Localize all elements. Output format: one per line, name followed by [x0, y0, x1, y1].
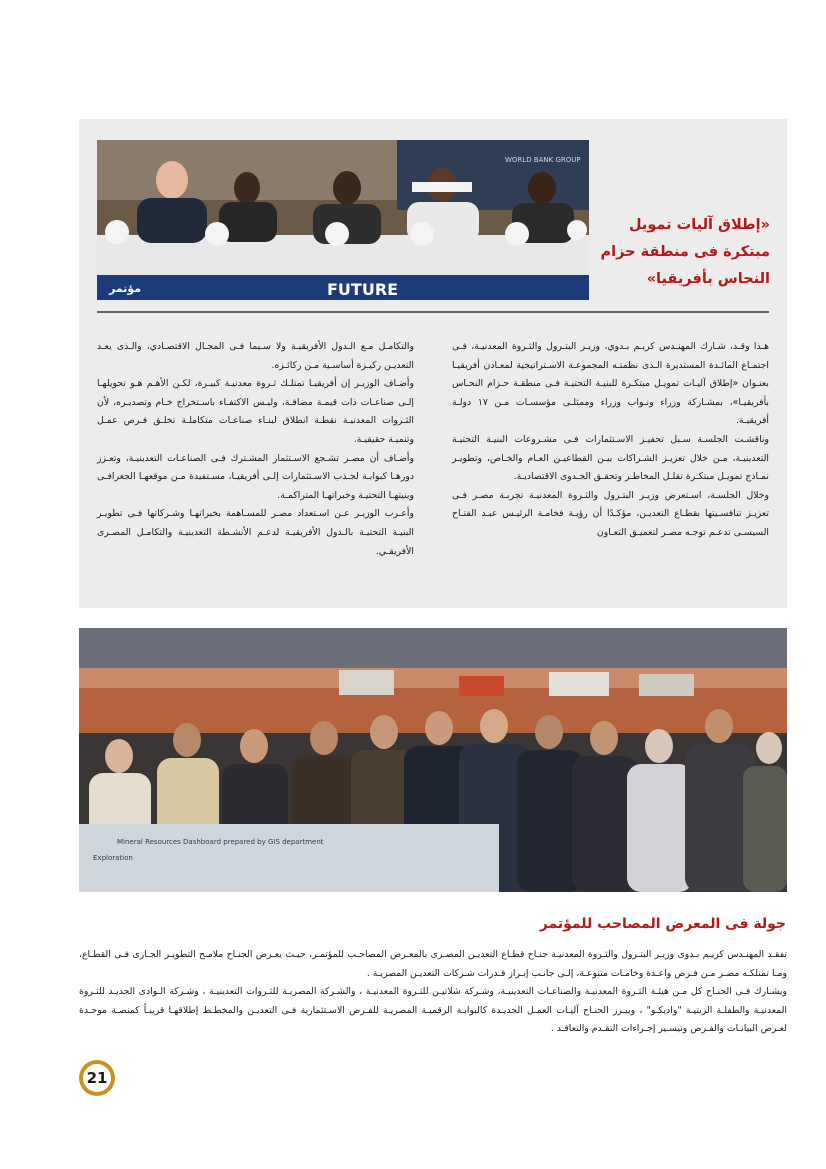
- future-banner: FUTURE: [327, 280, 399, 299]
- paragraph: والتكامـل مـع الـدول الأفريقيـة ولا سـيما فـى المجـال الاقتصـادي، والـذى يعـد التعديـن ركيـزة أساسـية مـن ركائـزه.: [97, 341, 414, 371]
- exhibition-screen-label: Exploration: [93, 854, 133, 862]
- paragraph: وأعـرب الوزيـر عـن اسـتعداد مصـر للمسـاهمة بخبراتهـا وشـركاتها فـى تطويـر البنيـة التحتيـة بالـدول الأفريقيـة لدعـم الأنشـطة التعدينيـة والتكامـل المصـرى الأفريقـي.: [97, 508, 414, 557]
- text-column-right: [452, 338, 769, 543]
- paragraph: تفقـد المهنـدس كريـم بـدوى وزيـر البتـرول والثـروة المعدنيـة جنـاح قطـاع التعديـن المصـرى بالمعـرض المصاحـب للمؤتمـر، حيـث يعـرض الجنـاح ملامـح التطويـر الجـارى فـى القطـاع، ومـا تمتلكـه مصـر مـن فـرص واعـدة وخامـات متنوعـة، إلـى جانـب إبـراز قـدرات شـركات التعديـن المصريـة .: [79, 949, 787, 979]
- page-number-badge: [79, 1060, 115, 1096]
- page-number: 21: [83, 1064, 111, 1092]
- exhibition-group-photo: [79, 628, 787, 892]
- article-headline: «إطلاق آليات تمويل مبتكرة فى منطقة حزام النحاس بأفريقيا»: [600, 217, 770, 287]
- roundtable-photo: [97, 140, 589, 300]
- exhibition-body-text: [79, 946, 787, 1039]
- arabic-banner: مؤتمر: [109, 282, 142, 295]
- exhibition-screen-title: Mineral Resources Dashboard prepared by GIS department: [117, 838, 324, 846]
- paragraph: وناقشـت الجلسـة سـبل تحفيـز الاسـتثمارات فـى مشـروعات البنيـة التحتيـة التعدينيـة، مـن خلال تعزيـز الشـراكات بيـن القطاعيـن العـام والخـاص، وتطويـر نمـاذج تمويـل مبتكـرة تقلـل المخاطـر وتحقـق الجـدوى الاقتصاديـة.: [452, 433, 769, 483]
- paragraph: وخلال الجلسـة، اسـتعرض وزيـر البتـرول والثـروة المعدنيـة تجربـة مصـر فـى تعزيـز تنافسـيتها بقطـاع التعديـن، مؤكـدًا أن رؤيـة فخامـة الرئيـس عبـد الفتـاح السيسـى تدعـم توجـه مصـر لتعميـق التعـاون: [452, 489, 769, 538]
- text-column-left: [97, 338, 414, 561]
- section-divider: [97, 311, 769, 313]
- world-bank-logo-text: WORLD BANK GROUP: [505, 156, 581, 164]
- paragraph: وأضـاف الوزيـر إن أفريقيـا تمتلـك ثـروة معدنيـة كبيـرة، لكـن الأهـم هـو تحويلهـا إلـى صناعـات ذات قيمـة مضافـة، وليـس الاكتفـاء باسـتخراج خـام وتصديـره، لأن الثـروات المعدنيـة نقطـة انطلاق لبنـاء صناعـات متكاملـة تخلـق فـرص عمـل وتنميـة حقيقيـة.: [97, 378, 414, 445]
- section-title: جولة فى المعرض المصاحب للمؤتمر: [539, 916, 786, 932]
- paragraph: هـذا وقـد، شـارك المهنـدس كريـم بـدوي، وزيـر البتـرول والثـروة المعدنيـة، فـى اجتمـاع المائـدة المستديرة الـذى نظمتـه المجموعـة الاسـتراتيجية لمعـادن أفريقيـا بعنـوان «إطلاق آليـات تمويـل مبتكـرة للبنيـة التحتيـة فـى منطقـة حـزام النحـاس بأفريقيـا»، بمشـاركة وزراء ونـواب وزراء وممثلـى مؤسسـات مـن ١٧ دولـة أفريقيـة.: [452, 341, 769, 427]
- paragraph: وأضـاف أن مصـر تشـجع الاسـتثمار المشـترك فـى الصناعـات التعدينيـة، وتعـزز دورهـا كبوابـة لجـذب الاسـتثمارات إلـى أفريقيـا، مسـتفيدة مـن موقعهـا الجغرافـى وبنيتهـا التحتيـة وخبراتهـا المتراكمـة.: [97, 452, 414, 501]
- paragraph: ويشـارك فـى الجنـاح كل مـن هيئـة الثـروة المعدنيـة والصناعـات التعدينيـة، وشـركة شلاتيـن للثـروة المعدنيـة ، والشـركة المصريـة للثـروات التعدينيـة ، وشـركة الـوادى الجديـد للثـروة المعدنيـة والطفلـة الزيتيـة "واديكـو" ، ويبـرز الجنـاح آليـات العمـل الجديـدة كالبوابـة الرقميـة المصريـة للفـرص الاسـتثمارية فـى التعديـن والمخطـط إطلاقهـا قريبـاً كمنصـة موحـدة لعـرض البيانـات والفـرص وتيسـير إجـراءات التقـدم والتعاقـد .: [79, 986, 787, 1035]
